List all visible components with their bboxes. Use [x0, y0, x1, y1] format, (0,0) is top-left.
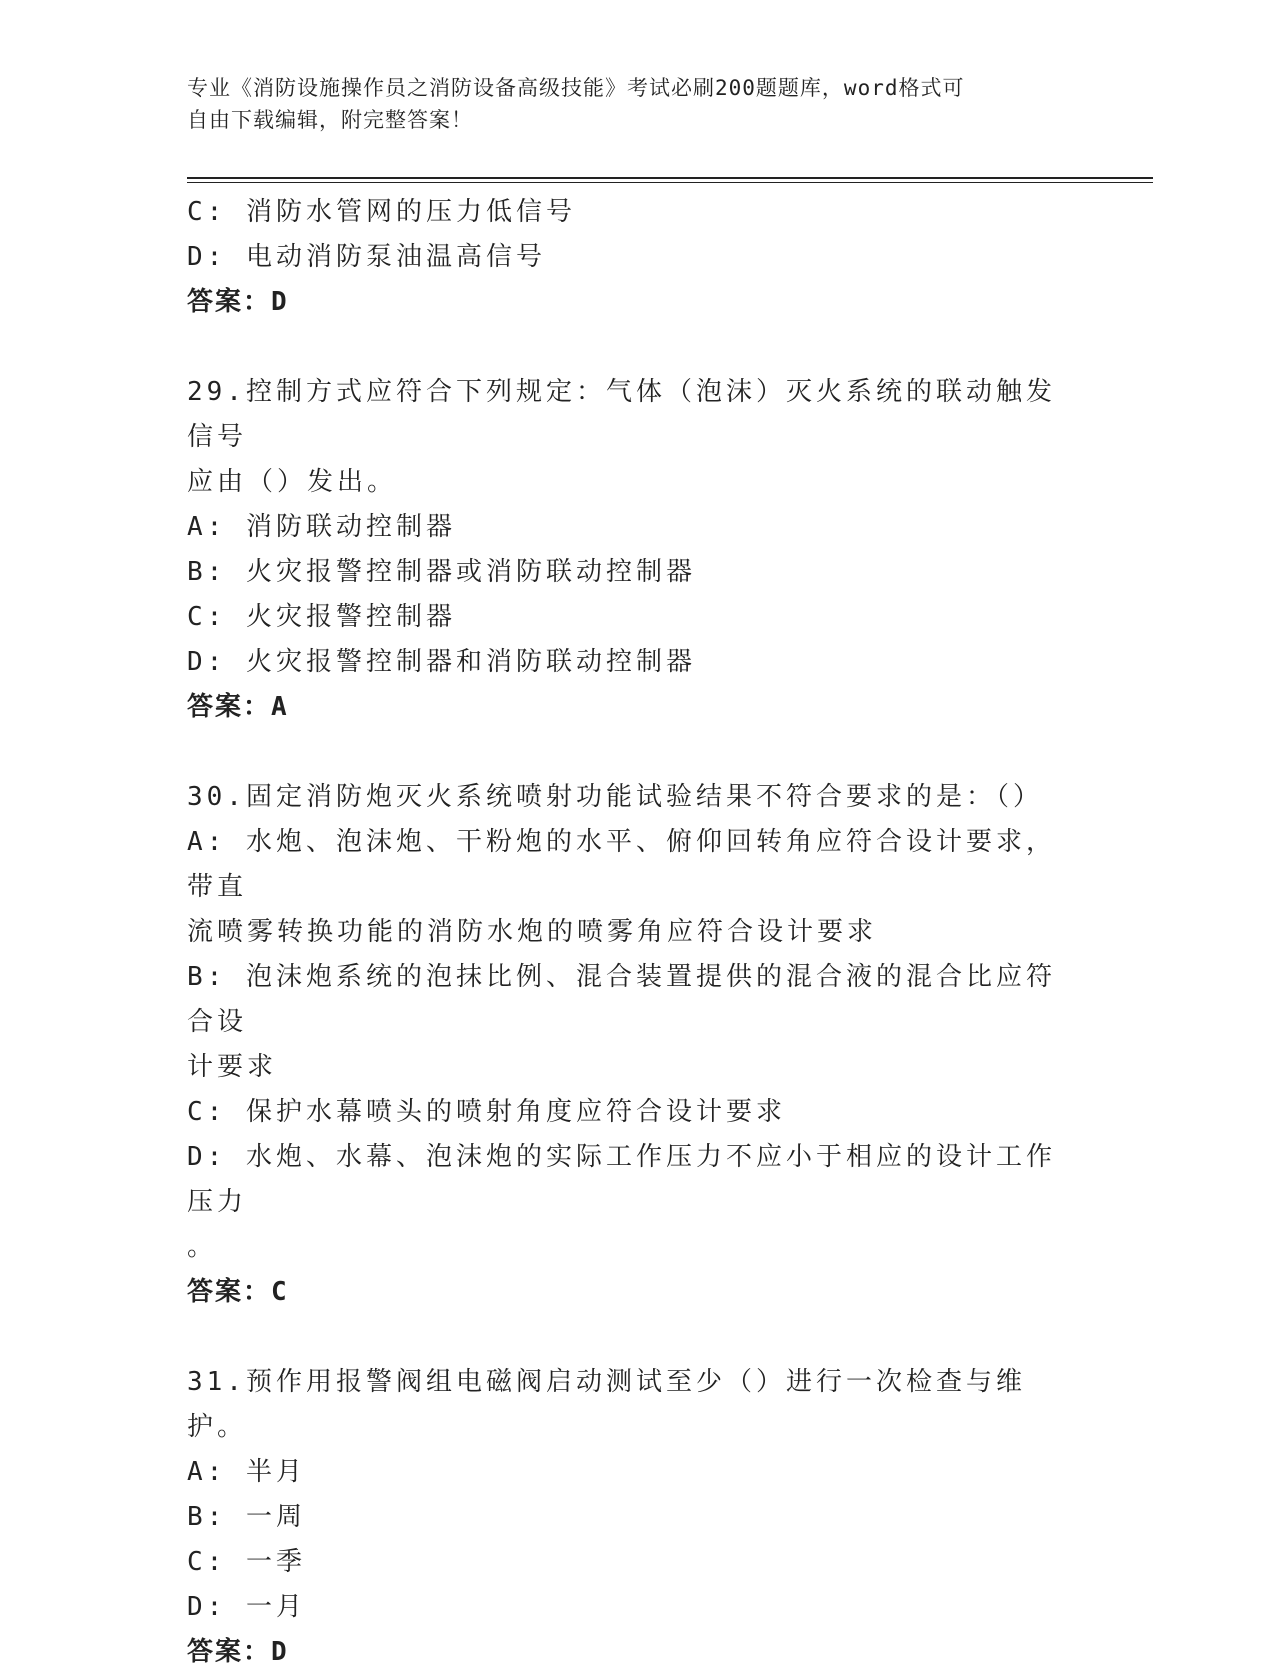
option-a: A: 水炮、泡沫炮、干粉炮的水平、俯仰回转角应符合设计要求，带直 — [187, 827, 1056, 902]
option-c: C: 火灾报警控制器 — [187, 602, 456, 632]
question-text: 30.固定消防炮灭火系统喷射功能试验结果不符合要求的是：（） — [187, 782, 1043, 812]
option-b-continued: 计要求 — [187, 1052, 278, 1082]
question-text-continued: 应由（）发出。 — [187, 467, 398, 497]
option-a-continued: 流喷雾转换功能的消防水炮的喷雾角应符合设计要求 — [187, 917, 878, 947]
spacer — [187, 1315, 1077, 1360]
answer-line: 答案：C — [187, 1277, 289, 1307]
question-28-tail — [187, 190, 1077, 325]
question-30 — [187, 775, 1077, 1315]
question-29 — [187, 370, 1077, 730]
option-a: A: 消防联动控制器 — [187, 512, 456, 542]
option-d: D: 水炮、水幕、泡沫炮的实际工作压力不应小于相应的设计工作压力 — [187, 1142, 1056, 1217]
answer-line: 答案：D — [187, 287, 289, 317]
header-line-2: 自由下载编辑，附完整答案！ — [187, 108, 473, 132]
option-c: C: 保护水幕喷头的喷射角度应符合设计要求 — [187, 1097, 786, 1127]
spacer — [187, 730, 1077, 775]
option-b: B: 一周 — [187, 1502, 306, 1532]
answer-line: 答案：D — [187, 1637, 289, 1667]
option-c: C: 消防水管网的压力低信号 — [187, 197, 576, 227]
option-b: B: 火灾报警控制器或消防联动控制器 — [187, 557, 696, 587]
header-divider-thick — [187, 177, 1153, 179]
document-body — [187, 190, 1077, 1675]
question-text: 29.控制方式应符合下列规定：气体（泡沫）灭火系统的联动触发信号 — [187, 377, 1056, 452]
header-line-1: 专业《消防设施操作员之消防设备高级技能》考试必刷200题题库，word格式可 — [187, 76, 965, 100]
question-31 — [187, 1360, 1077, 1675]
option-b: B: 泡沫炮系统的泡抹比例、混合装置提供的混合液的混合比应符合设 — [187, 962, 1056, 1037]
header-divider-thin — [187, 182, 1153, 183]
option-c: C: 一季 — [187, 1547, 306, 1577]
option-a: A: 半月 — [187, 1457, 306, 1487]
option-d: D: 一月 — [187, 1592, 306, 1622]
option-d-continued: 。 — [187, 1232, 218, 1262]
answer-line: 答案：A — [187, 692, 289, 722]
option-d: D: 火灾报警控制器和消防联动控制器 — [187, 647, 696, 677]
option-d: D: 电动消防泵油温高信号 — [187, 242, 546, 272]
question-text: 31.预作用报警阀组电磁阀启动测试至少（）进行一次检查与维护。 — [187, 1367, 1026, 1442]
spacer — [187, 325, 1077, 370]
document-header — [187, 72, 1067, 136]
